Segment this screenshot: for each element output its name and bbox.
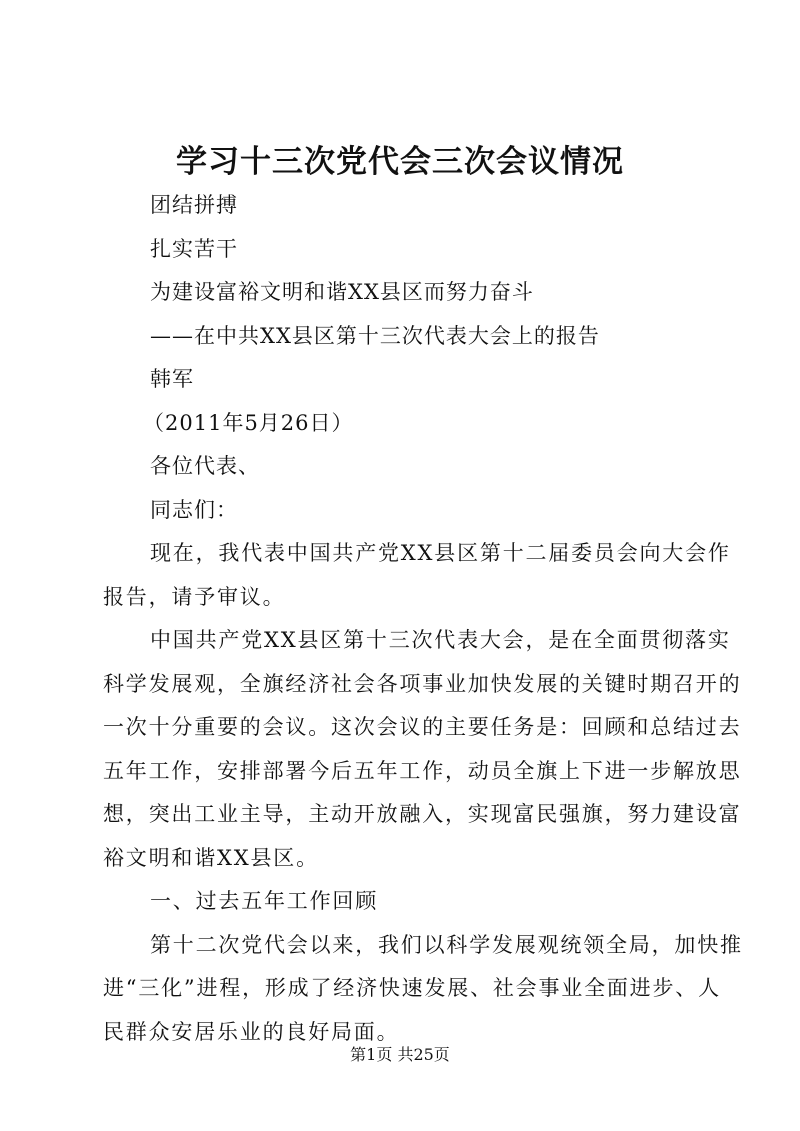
document-title: 学习十三次党代会三次会议情况 <box>176 144 624 180</box>
salutation-line: 各位代表、 <box>150 454 260 478</box>
paragraph-line: 五年工作，安排部署今后五年工作，动员全旗上下进一步解放思 <box>103 759 742 783</box>
salutation-line: 同志们： <box>150 498 238 522</box>
paragraph-line: 现在，我代表中国共产党XX县区第十二届委员会向大会作 <box>150 541 731 565</box>
header-line: 为建设富裕文明和谐XX县区而努力奋斗 <box>150 280 534 304</box>
paragraph-line: 进“三化”进程，形成了经济快速发展、社会事业全面进步、人 <box>103 976 721 1000</box>
header-line: ——在中共XX县区第十三次代表大会上的报告 <box>150 324 600 348</box>
paragraph-line: 报告，请予审议。 <box>103 585 286 609</box>
paragraph-line: 想，突出工业主导，主动开放融入，实现富民强旗，努力建设富 <box>103 802 742 826</box>
paragraph-line: 裕文明和谐XX县区。 <box>103 846 319 870</box>
header-line: 扎实苦干 <box>150 237 238 261</box>
date-line: （2011年5月26日） <box>143 411 354 435</box>
paragraph-line: 中国共产党XX县区第十三次代表大会，是在全面贯彻落实 <box>150 628 731 652</box>
paragraph-line: 第十二次党代会以来，我们以科学发展观统领全局，加快推 <box>150 933 743 957</box>
author-line: 韩军 <box>150 367 194 391</box>
paragraph-line: 一次十分重要的会议。这次会议的主要任务是：回顾和总结过去 <box>103 715 742 739</box>
page-footer: 第1页 共25页 <box>350 1045 450 1064</box>
section-heading: 一、过去五年工作回顾 <box>150 889 378 913</box>
paragraph-line: 科学发展观，全旗经济社会各项事业加快发展的关键时期召开的 <box>103 672 742 696</box>
paragraph-line: 民群众安居乐业的良好局面。 <box>103 1020 400 1044</box>
header-line: 团结拼搏 <box>150 193 238 217</box>
